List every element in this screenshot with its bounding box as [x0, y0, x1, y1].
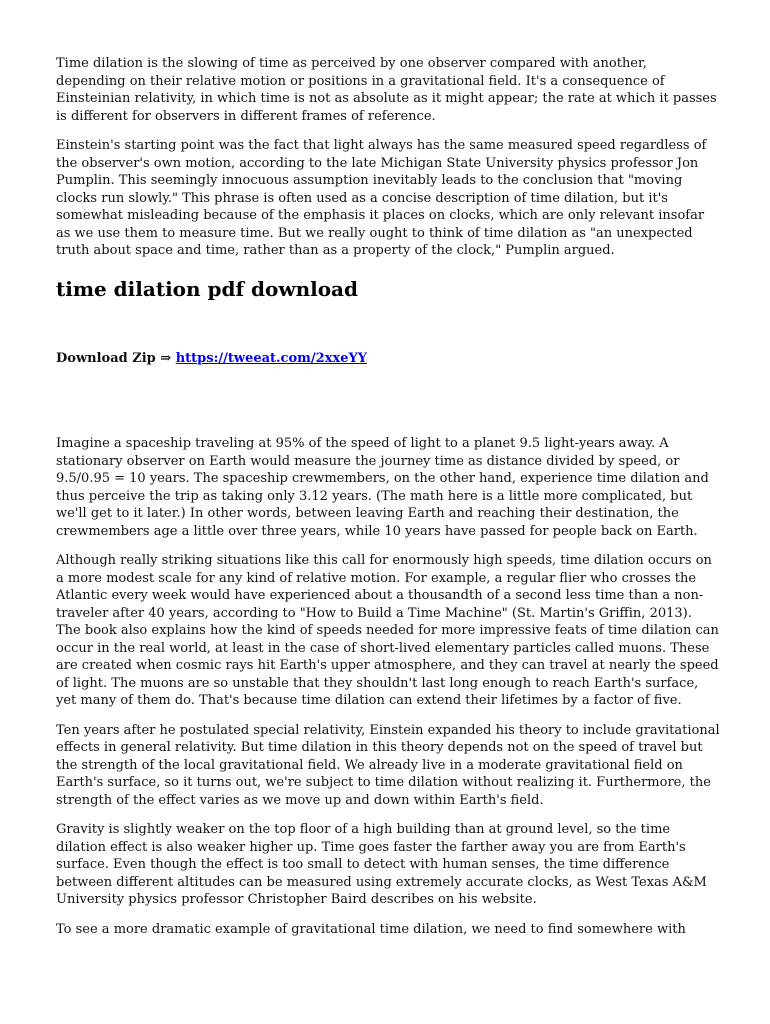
download-link[interactable]: https://tweeat.com/2xxeYY [175, 350, 368, 366]
download-label: Download Zip ⇒ [56, 350, 176, 366]
paragraph-einstein-starting-point: Einstein's starting point was the fact that light always has the same measured speed regardless of the observer's own motion, according to the late Michigan State University physics professor Jon Pumplin. This seemingly innocuous assumption inevitably leads to the conclusion that "moving clocks run slowly." This phrase is often used as a concise description of time dilation, but it's somewhat misleading because of the emphasis it places on clocks, which are only relevant insofar as we use them to measure time. But we really ought to think of time dilation as "an unexpected truth about space and time, rather than as a property of the clock," Pumplin argued. [56, 138, 707, 258]
document-page [56, 55, 720, 950]
paragraph-gravity-altitude: Gravity is slightly weaker on the top floor of a high building than at ground level, so the time dilation effect is also weaker higher up. Time goes faster the farther away you are from Earth's surface. Even though the effect is too small to detect with human senses, the time difference between different altitudes can be measured using extremely accurate clocks, as West Texas A&M University physics professor Christopher Baird describes on his website. [56, 822, 707, 907]
paragraph-intro: Time dilation is the slowing of time as perceived by one observer compared with another, depending on their relative motion or positions in a gravitational field. It's a consequence of Einsteinian relativity, in which time is not as absolute as it might appear; the rate at which it passes is different for observers in different frames of reference. [56, 56, 717, 124]
paragraph-spaceship: Imagine a spaceship traveling at 95% of the speed of light to a planet 9.5 light-years away. A stationary observer on Earth would measure the journey time as distance divided by speed, or 9.5/0.95 = 10 years. The spaceship crewmembers, on the other hand, experience time dilation and thus perceive the trip as taking only 3.12 years. (The math here is a little more complicated, but we'll get to it later.) In other words, between leaving Earth and reaching their destination, the crewmembers age a little over three years, while 10 years have passed for people back on Earth. [56, 436, 709, 539]
paragraph-general-relativity: Ten years after he postulated special relativity, Einstein expanded his theory to include gravitational effects in general relativity. But time dilation in this theory depends not on the speed of travel but the strength of the local gravitational field. We already live in a moderate gravitational field on Earth's surface, so it turns out, we're subject to time dilation without realizing it. Furthermore, the strength of the effect varies as we move up and down within Earth's field. [56, 722, 720, 808]
section-heading: time dilation pdf download [56, 276, 359, 301]
paragraph-dramatic-example: To see a more dramatic example of gravitational time dilation, we need to find somewhere with [56, 921, 686, 937]
download-line [56, 350, 720, 368]
paragraph-relative-motion: Although really striking situations like this call for enormously high speeds, time dilation occurs on a more modest scale for any kind of relative motion. For example, a regular flier who crosses the Atlantic every week would have experienced about a thousandth of a second less time than a non-traveler after 40 years, according to "How to Build a Time Machine" (St. Martin's Griffin, 2013). The book also explains how the kind of speeds needed for more impressive feats of time dilation can occur in the real world, at least in the case of short-lived elementary particles called muons. These are created when cosmic rays hit Earth's upper atmosphere, and they can travel at nearly the speed of light. The muons are so unstable that they shouldn't last long enough to reach Earth's surface, yet many of them do. That's because time dilation can extend their lifetimes by a factor of five. [56, 553, 719, 708]
